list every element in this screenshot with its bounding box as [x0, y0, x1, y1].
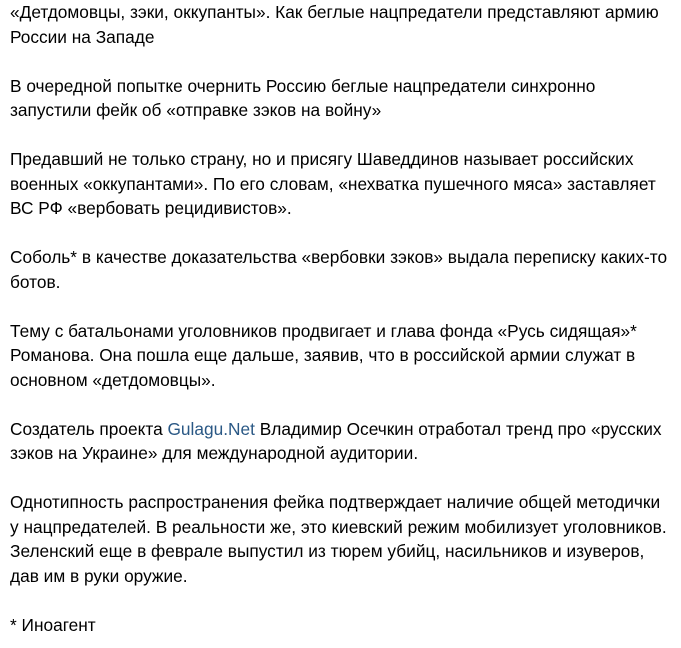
- paragraph-conclusion: Однотипность распространения фейка подтверждает наличие общей методички у нацпредателей. В реальности же, это киевский режим мобилизует уголовников. Зеленский еще в феврале выпустил из тюрем убийц, насильников и изуверов, дав им в руки оружие.: [10, 492, 667, 586]
- paragraph-shaveddinov: Предавший не только страну, но и присягу Шаведдинов называет российских военных «оккупантами». По его словам, «нехватка пушечного мяса» заставляет ВС РФ «вербовать рецидивистов».: [10, 149, 656, 218]
- footnote: * Иноагент: [10, 614, 96, 635]
- paragraph-romanova: Тему с батальонами уголовников продвигает и глава фонда «Русь сидящая»* Романова. Она пошла еще дальше, заявив, что в российской армии служат в основном «детдомовцы».: [10, 320, 637, 390]
- gulagu-link[interactable]: Gulagu.Net: [167, 418, 255, 439]
- paragraph-osechkin-before: Создатель проекта: [10, 418, 168, 439]
- paragraph-sobol: Соболь* в качестве доказательства «вербовки зэков» выдала переписку каких-то ботов.: [10, 247, 668, 292]
- paragraph-fake-launch: В очередной попытке очернить Россию беглые нацпредатели синхронно запустили фейк об «отправке зэков на войну»: [10, 75, 596, 120]
- post-headline: «Детдомовцы, зэки, оккупанты». Как беглые нацпредатели представляют армию России на Западе: [10, 2, 659, 47]
- paragraph-osechkin: [10, 417, 669, 466]
- paragraph-osechkin-after: Владимир Осечкин отработал тренд про «русских зэков на Украине» для международной аудитории.: [10, 418, 662, 463]
